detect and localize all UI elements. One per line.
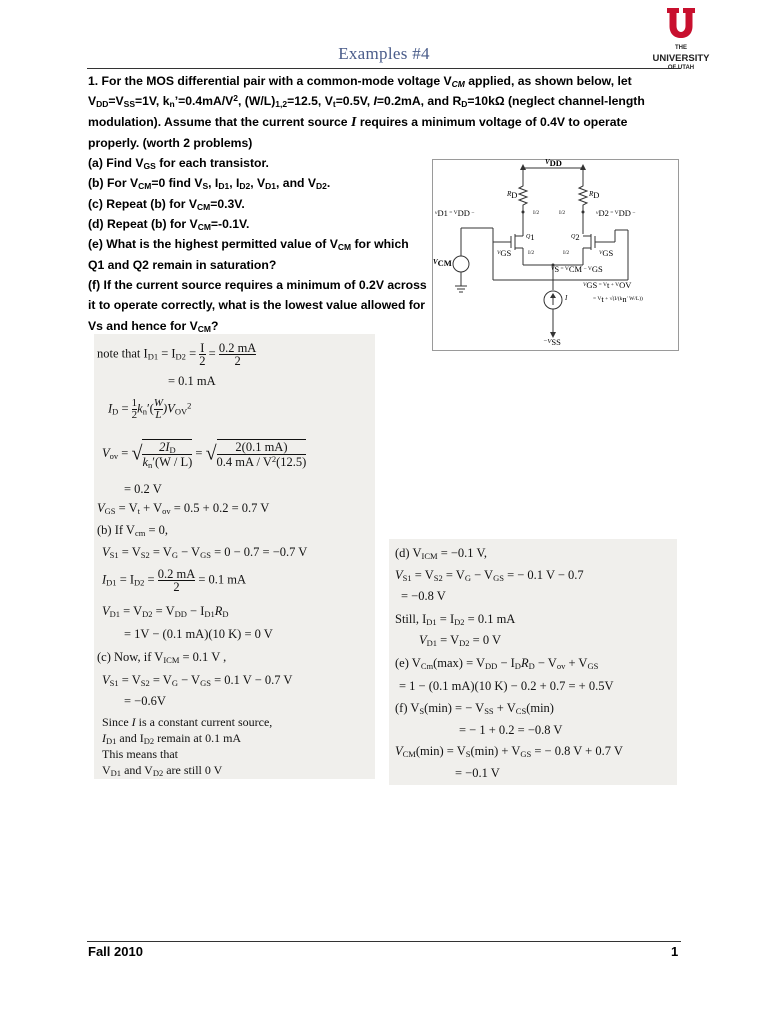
part-c: (c) Repeat (b) for $V_{CM}=0.3V$.: [88, 196, 245, 212]
vs-equation: $V_S = V_{CM} - V_{GS}$: [551, 264, 603, 274]
problem-line-3: modulation). Assume that the current source I requires a minimum voltage of 0.4V to operate: [88, 114, 628, 130]
part-d: (d) Repeat (b) for $V_{CM}=-0.1V$.: [88, 217, 250, 233]
sol-note-id-remain: $I_{D1}$ and $I_{D2}$ remain at 0.1 mA: [102, 731, 242, 746]
vgs-equation-1: $V_{GS} = V_t + V_{OV}$: [583, 280, 632, 290]
half-current-q2-label: I/2: [563, 250, 570, 256]
header-divider: [87, 68, 681, 69]
sol-vs-b: $V_{S1} = V_{S2} = V_G - V_{GS} = 0 - 0.7 = -0.7$ V: [102, 545, 308, 560]
part-f-line-2: it to operate correctly, what is the lowest value allowed for: [88, 298, 426, 313]
sol-note-vd-still: $V_{D1}$ and $V_{D2}$ are still 0 V: [102, 763, 223, 778]
university-logo: [648, 6, 714, 70]
sol-part-d-heading: (d) $V_{ICM} = -0.1$ V,: [395, 546, 487, 561]
current-source-label: I: [565, 294, 568, 302]
sol-part-b-heading: (b) If $V_{cm} = 0$,: [97, 523, 169, 538]
sol-id-value: = 0.1 mA: [168, 374, 216, 388]
problem-line-2: $V_{DD}=V_{SS}=1V$, $k_n’=0.4mA/V^2$, $(W/L)_{1,2}=12.5$, $V_t=0.5V$, I=0.2mA, and $R_D=10k\Omega$ (neglect channel-length: [88, 93, 645, 110]
part-b: (b) For $V_{CM}=0$ find $V_S$, $I_{D1}$, $I_{D2}$, $V_{D1}$, and $V_{D2}$.: [88, 176, 331, 192]
sol-vs-c-value: = −0.6V: [124, 694, 166, 708]
half-current-right-label: I/2: [559, 210, 566, 216]
vd2-label: $v_{D2} = V_{DD}$ −: [596, 208, 636, 218]
sol-vd-b: $V_{D1} = V_{D2} = V_{DD} - I_{D1}R_D$: [102, 604, 229, 619]
sol-part-e-value: = 1 − (0.1 mA)(10 K) − 0.2 + 0.7 = + 0.5V: [399, 679, 614, 693]
vgs-left-label: $V_{GS}$: [497, 248, 512, 258]
half-current-left-label: I/2: [533, 210, 540, 216]
sol-note-constant-source: Since I is a constant current source,: [102, 715, 273, 729]
logo-line-the: THE: [675, 45, 687, 51]
sol-vs-d: $V_{S1} = V_{S2} = V_G - V_{GS}$ = − 0.1 V − 0.7: [395, 568, 584, 583]
sol-part-f-equation: (f) $V_S(\min)$ = − $V_{SS} + V_{CS}(\min)$: [395, 701, 554, 716]
q1-label: $Q_1$: [526, 232, 535, 242]
sol-part-e-equation: (e) $V_{Cm}(\max) = V_{DD} - I_DR_D - V_{ov} + V_{GS}$: [395, 656, 599, 671]
rd-right-label: $R_D$: [589, 190, 600, 200]
sol-id-d: Still, $I_{D1} = I_{D2} = 0.1$ mA: [395, 612, 516, 627]
sol-vs-d-value: = −0.8 V: [401, 589, 446, 603]
q2-label: $Q_2$: [571, 232, 580, 242]
sol-part-c-heading: (c) Now, if $V_{ICM} = 0.1$ V ,: [97, 650, 227, 665]
part-f: (f) If the current source requires a minimum of 0.2V across: [88, 277, 427, 292]
problem-line-4: properly. (worth 2 problems): [88, 135, 253, 150]
vss-label: $-V_{SS}$: [543, 337, 561, 347]
page-number: 1: [671, 944, 679, 959]
vgs-equation-2: = $V_t + √(I/(k_n'$ W/L)): [593, 294, 643, 304]
footer-term: Fall 2010: [88, 944, 143, 959]
sol-vcm-min-value: = −0.1 V: [455, 766, 500, 780]
page-title: Examples #4: [338, 44, 430, 63]
solution-scan-left: [94, 334, 375, 779]
vd1-label: $v_{D1} = V_{DD}$ −: [435, 208, 475, 218]
part-e: (e) What is the highest permitted value of $V_{CM}$ for which: [88, 237, 409, 253]
sol-vgs-value: $V_{GS} = V_t + V_{ov} = 0.5 + 0.2 = 0.7$ V: [97, 501, 270, 516]
logo-line-utah: OF UTAH: [667, 65, 695, 71]
sol-vd-b-value: = 1V − (0.1 mA)(10 K) = 0 V: [124, 627, 273, 641]
part-a: (a) Find $V_{GS}$ for each transistor.: [88, 156, 269, 172]
half-current-q1-label: I/2: [528, 250, 535, 256]
vdd-label: $V_{DD}$: [545, 158, 562, 168]
u-mark-icon: [648, 6, 714, 40]
part-e-line-2: Q1 and Q2 remain in saturation?: [88, 257, 277, 272]
sol-part-f-vs-value: = − 1 + 0.2 = −0.8 V: [459, 723, 563, 737]
sol-vcm-min-equation: $V_{CM}(\min) = V_S(\min) + V_{GS}$ = − 0.8 V + 0.7 V: [395, 744, 623, 759]
sol-vd-d: $V_{D1} = V_{D2} = 0$ V: [419, 633, 502, 648]
differential-pair-circuit: [432, 159, 679, 351]
sol-vov-equation: $V_{ov}$ = √ $\frac{2I_D}{k_n'(W / L)}$ = √ $\frac{2(0.1 mA)}{0.4 mA / V^2(12.5)}$: [102, 440, 307, 470]
solution-scan-right: [389, 539, 677, 785]
vgs-right-label: $V_{GS}$: [599, 248, 614, 258]
problem-line-1: 1. For the MOS differential pair with a common-mode voltage $V_{CM}$ applied, as shown below, let: [88, 74, 632, 89]
sol-note-line: note that $I_{D1} = I_{D2}$ = $\frac{I}{2}$ = $\frac{0.2 mA}{2}$: [97, 341, 257, 368]
sol-note-means: This means that: [102, 747, 178, 761]
sol-vs-c: $V_{S1} = V_{S2} = V_G - V_{GS} = 0.1$ V − 0.7 V: [102, 673, 293, 688]
sol-id-equation: $I_D$ = $\frac{1}{2}$ $k_n'$( $\frac{W}{L}$ )$V_{OV}^2$: [108, 397, 192, 421]
footer-divider: [87, 941, 681, 942]
rd-left-label: $R_D$: [507, 190, 518, 200]
part-f-line-3: Vs and hence for $V_{CM}$?: [88, 318, 219, 334]
sol-vov-value: = 0.2 V: [124, 482, 162, 496]
vcm-label: $V_{CM}$: [433, 258, 452, 268]
sol-id-b: $I_{D1} = I_{D2}$ = $\frac{0.2 mA}{2}$ = 0.1 mA: [102, 567, 247, 594]
circuit-wires: [433, 160, 678, 350]
logo-line-university: UNIVERSITY: [652, 53, 710, 64]
